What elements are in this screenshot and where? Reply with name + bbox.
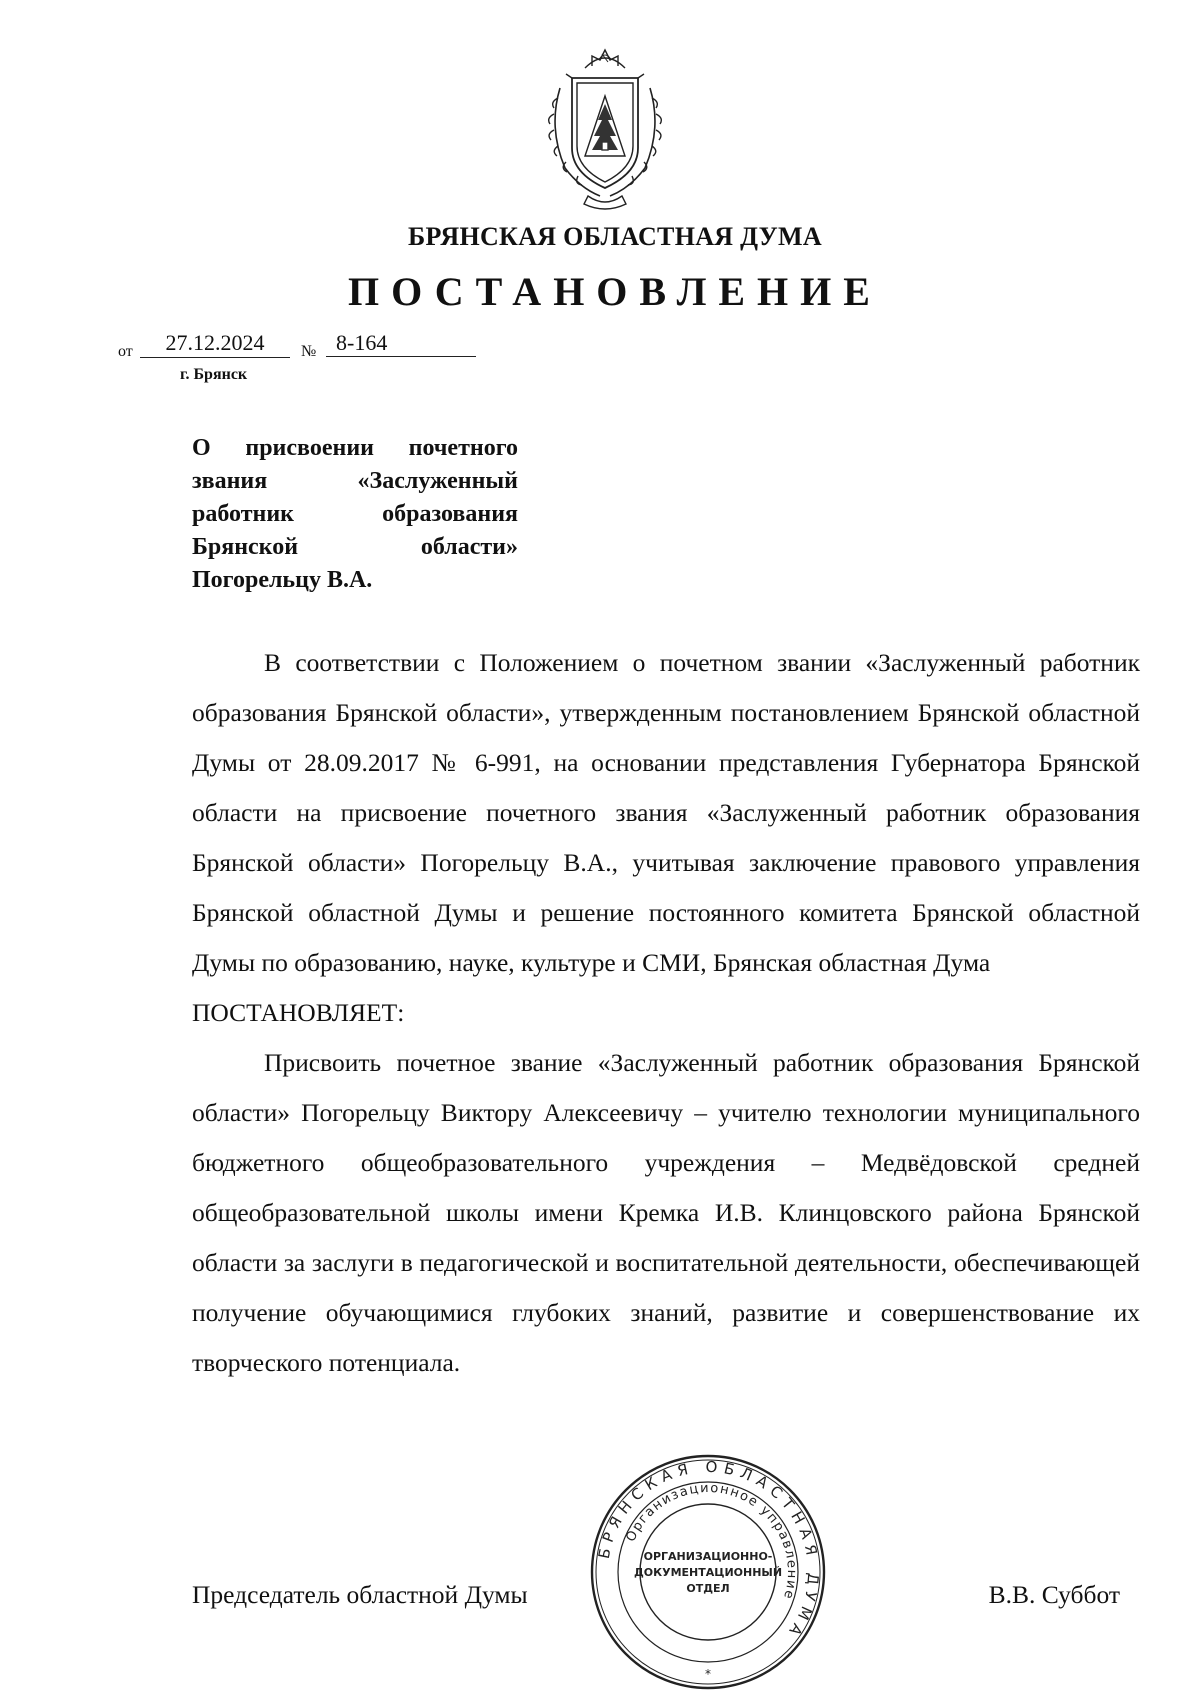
- subject-line: работник образования: [192, 501, 518, 527]
- document-date: 27.12.2024: [140, 330, 290, 358]
- coat-of-arms-icon: [530, 38, 680, 213]
- document-body: [192, 638, 1140, 1388]
- subject-line: Погорельцу В.А.: [192, 567, 373, 593]
- signatory-name: В.В. Суббот: [988, 1580, 1120, 1609]
- date-prefix: от: [118, 343, 133, 360]
- subject-line: О присвоении почетного: [192, 435, 518, 461]
- city: г. Брянск: [180, 366, 248, 383]
- decree-word: ПОСТАНОВЛЯЕТ:: [192, 998, 405, 1027]
- stamp-middle-text: Организационное управление: [623, 1480, 800, 1602]
- stamp-center-line: ДОКУМЕНТАЦИОННЫЙ: [633, 1566, 783, 1579]
- stamp-star-icon: *: [705, 1667, 711, 1681]
- official-stamp: [588, 1452, 828, 1692]
- preamble-paragraph: В соответствии с Положением о почетном звании «Заслуженный работник образования Брянской области», утвержденным постановлением Брянской областной Думы от 28.09.2017 № 6-991, на основании представления Губернатора Брянской области на присвоение почетного звания «Заслуженный работник образования Брянской области» Погорельцу В.А., учитывая заключение правового управления Брянской областной Думы и решение постоянного комитета Брянской областной Думы по образованию, науке, культуре и СМИ, Брянская областная Дума: [192, 648, 1140, 977]
- document-subject: [192, 432, 518, 597]
- resolution-paragraph: Присвоить почетное звание «Заслуженный работник образования Брянской области» Погорельцу Виктору Алексеевичу – учителю технологии муниципального бюджетного общеобразовательного учреждения – Медвёдовской средней общеобразовательной школы имени Кремка И.В. Клинцовского района Брянской области за заслуги в педагогической и воспитательной деятельности, обеспечивающей получение обучающимися глубоких знаний, развитие и совершенствование их творческого потенциала.: [192, 1048, 1140, 1377]
- document-type: ПОСТАНОВЛЕНИЕ: [348, 269, 882, 314]
- signatory-title: Председатель областной Думы: [192, 1580, 528, 1609]
- stamp-outer-text: БРЯНСКАЯ ОБЛАСТНАЯ ДУМА: [594, 1457, 823, 1644]
- subject-line: Брянской области»: [192, 534, 518, 560]
- stamp-center-line: ОРГАНИЗАЦИОННО-: [643, 1550, 773, 1563]
- number-prefix: №: [301, 343, 317, 360]
- organization-name: БРЯНСКАЯ ОБЛАСТНАЯ ДУМА: [408, 222, 822, 251]
- document-number: 8-164: [326, 330, 476, 357]
- stamp-center-line: ОТДЕЛ: [686, 1582, 730, 1595]
- subject-line: звания «Заслуженный: [192, 468, 518, 494]
